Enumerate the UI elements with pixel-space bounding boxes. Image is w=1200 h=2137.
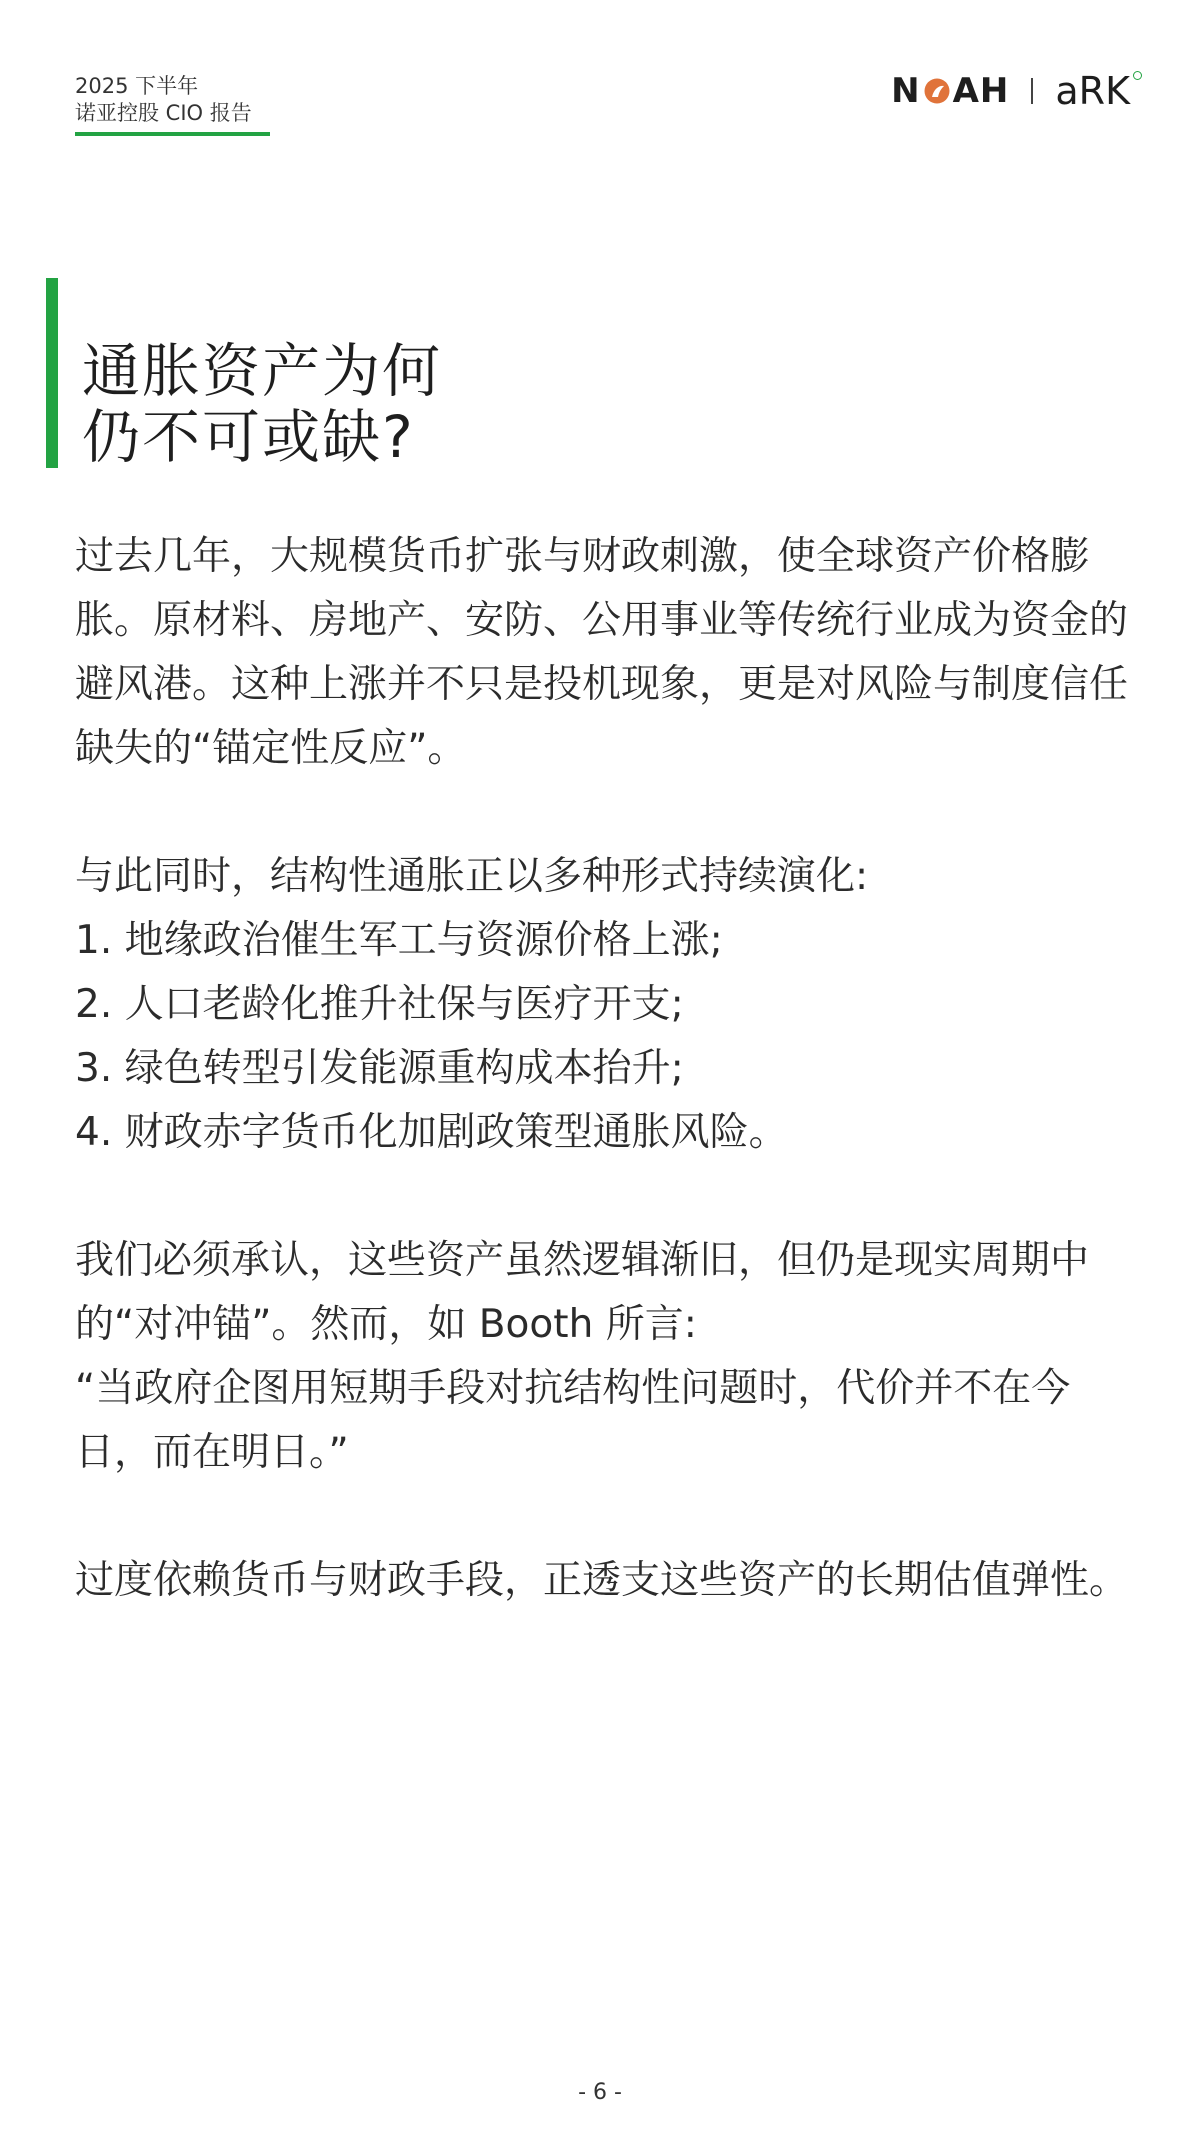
paragraph-3: 我们必须承认，这些资产虽然逻辑渐旧，但仍是现实周期中的“对冲锚”。然而，如 Booth 所言: [75, 1238, 1090, 1347]
header-underline [75, 132, 270, 136]
list-item: 4. 财政赤字货币化加剧政策型通胀风险。 [75, 1110, 788, 1155]
logo-area [891, 68, 1130, 114]
paragraph-4: 过度依赖货币与财政手段，正透支这些资产的长期估值弹性。 [75, 1558, 1129, 1603]
noah-logo [891, 71, 1009, 111]
paragraph-gap [75, 1485, 1135, 1549]
booth-quote: “当政府企图用短期手段对抗结构性问题时，代价并不在今日，而在明日。” [75, 1366, 1071, 1475]
list-item: 1. 地缘政治催生军工与资源价格上涨; [75, 918, 723, 963]
paragraph-1: 过去几年，大规模货币扩张与财政刺激，使全球资产价格膨胀。原材料、房地产、安防、公用事业等传统行业成为资金的避风港。这种上涨并不只是投机现象，更是对风险与制度信任缺失的“锚定性反应”。 [75, 534, 1129, 771]
title-accent-bar [46, 278, 58, 468]
report-period: 2025 下半年 [75, 74, 199, 98]
ark-logo [1055, 69, 1130, 113]
noah-o-mark-icon [923, 77, 951, 105]
list-item: 2. 人口老龄化推升社保与医疗开支; [75, 982, 684, 1027]
noah-logo-ah: AH [952, 71, 1010, 111]
logo-divider [1031, 78, 1033, 104]
page-title [82, 338, 442, 470]
body-content [75, 525, 1135, 1613]
report-header [75, 73, 270, 136]
page-number: - 6 - [578, 2080, 622, 2105]
list-item: 3. 绿色转型引发能源重构成本抬升; [75, 1046, 684, 1091]
ark-logo-text: aRK [1055, 69, 1130, 113]
noah-logo-n: N [891, 71, 921, 111]
title-line-1: 通胀资产为何 [82, 337, 443, 405]
report-name: 诺亚控股 CIO 报告 [75, 101, 252, 125]
title-line-2: 仍不可或缺? [82, 403, 415, 471]
paragraph-2-intro: 与此同时，结构性通胀正以多种形式持续演化: [75, 854, 869, 899]
ark-dot-icon [1133, 71, 1142, 80]
paragraph-gap [75, 781, 1135, 845]
paragraph-gap [75, 1165, 1135, 1229]
